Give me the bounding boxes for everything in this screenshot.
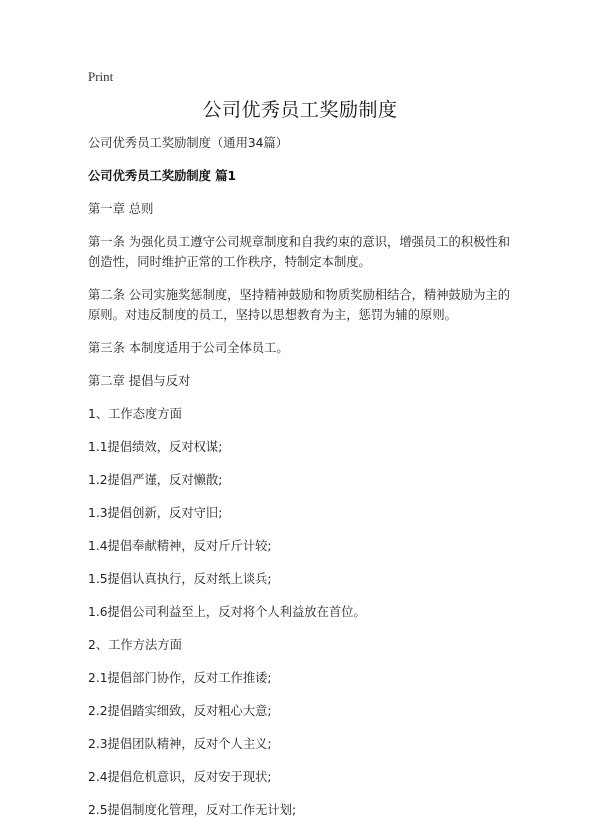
list-item: 2.5提倡制度化管理，反对工作无计划;	[88, 803, 297, 817]
chapter-heading: 第一章 总则	[88, 202, 154, 216]
list-item: 1.5提倡认真执行，反对纸上谈兵;	[88, 572, 272, 586]
list-item: 2.4提倡危机意识，反对安于现状;	[88, 770, 272, 784]
chapter-heading: 第二章 提倡与反对	[88, 374, 191, 388]
list-item: 1.3提倡创新，反对守旧;	[88, 506, 223, 520]
article-paragraph: 第二条 公司实施奖惩制度，坚持精神鼓励和物质奖励相结合，精神鼓励为主的原则。对违反制度的员工，坚持以思想教育为主，惩罚为辅的原则。	[88, 288, 511, 322]
document-body	[88, 133, 516, 833]
subsection-heading: 2、工作方法方面	[88, 638, 182, 652]
section-heading: 公司优秀员工奖励制度 篇1	[88, 169, 237, 183]
page-title: 公司优秀员工奖励制度	[202, 99, 398, 121]
subtitle: 公司优秀员工奖励制度（通用34篇）	[88, 136, 289, 150]
list-item: 1.4提倡奉献精神，反对斤斤计较;	[88, 539, 272, 553]
article-paragraph: 第三条 本制度适用于公司全体员工。	[88, 341, 289, 355]
list-item: 1.2提倡严谨，反对懒散;	[88, 473, 223, 487]
subsection-heading: 1、工作态度方面	[88, 407, 182, 421]
article-paragraph: 第一条 为强化员工遵守公司规章制度和自我约束的意识，增强员工的积极性和创造性，同时维护正常的工作秩序，特制定本制度。	[88, 235, 511, 269]
list-item: 2.2提倡踏实细致，反对粗心大意;	[88, 704, 272, 718]
list-item: 1.6提倡公司利益至上，反对将个人利益放在首位。	[88, 605, 366, 619]
print-label[interactable]: Print	[88, 69, 114, 84]
list-item: 2.3提倡团队精神，反对个人主义;	[88, 737, 272, 751]
list-item: 1.1提倡绩效，反对权谋;	[88, 440, 223, 454]
list-item: 2.1提倡部门协作，反对工作推诿;	[88, 671, 272, 685]
